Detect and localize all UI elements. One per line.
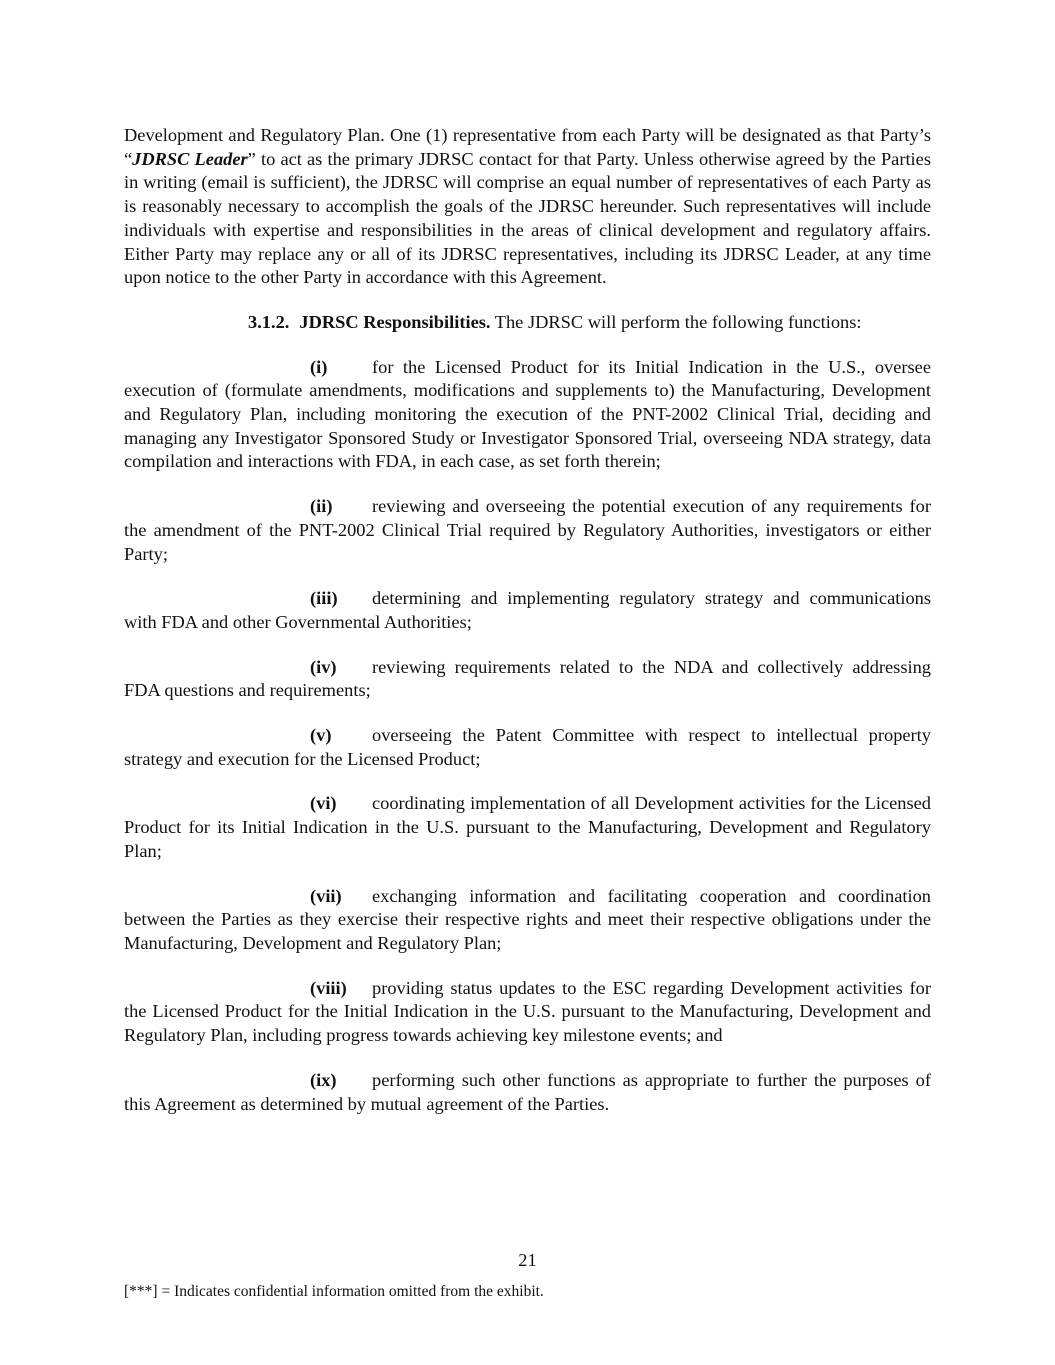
list-item-text: for the Licensed Product for its Initial Indication in the U.S., oversee execution of (formulate amendments, modifications and supplements to) the Manufacturing, Development and Regulatory Plan, including monitoring the execution of the PNT-2002 Clinical Trial, deciding and managing any Investigator Sponsored Study or Investigator Sponsored Trial, overseeing NDA strategy, data compilation and interactions with FDA, in each case, as set forth therein;	[124, 356, 931, 472]
list-item-text: providing status updates to the ESC regarding Development activities for the Licensed Product for the Initial Indication in the U.S. pursuant to the Manufacturing, Development and Regulatory Plan, including progress towards achieving key milestone events; and	[124, 977, 931, 1046]
page-number: 21	[518, 1250, 537, 1270]
section-text: The JDRSC will perform the following functions:	[490, 311, 862, 332]
list-item	[124, 724, 931, 771]
list-item-number: (v)	[310, 725, 332, 746]
list-item-number: (vii)	[310, 885, 342, 906]
intro-text-1: Development and Regulatory Plan. One (1) representative from each Party will be designated as that Party’s “	[124, 125, 931, 169]
document-body	[124, 124, 931, 1116]
list-item	[124, 587, 931, 634]
intro-paragraph	[124, 124, 931, 290]
list-item	[124, 977, 931, 1048]
list-item-text: overseeing the Patent Committee with respect to intellectual property strategy and execution for the Licensed Product;	[124, 725, 931, 769]
list-item-number: (vi)	[310, 793, 337, 814]
section-3-1-2-paragraph	[124, 311, 931, 335]
list-item-text: coordinating implementation of all Development activities for the Licensed Product for its Initial Indication in the U.S. pursuant to the Manufacturing, Development and Regulatory Plan;	[124, 793, 931, 861]
list-item	[124, 656, 931, 703]
list-item-text: performing such other functions as appropriate to further the purposes of this Agreement as determined by mutual agreement of the Parties.	[124, 1069, 931, 1114]
confidentiality-footnote: [***] = Indicates confidential information omitted from the exhibit.	[124, 1283, 544, 1300]
list-item-number: (i)	[310, 356, 328, 377]
list-item	[124, 495, 931, 566]
list-item	[124, 885, 931, 956]
defined-term-jdrsc-leader: JDRSC Leader	[132, 148, 248, 169]
list-item-number: (ix)	[310, 1069, 337, 1090]
section-title: JDRSC Responsibilities.	[299, 311, 491, 332]
list-item-number: (iii)	[310, 588, 338, 609]
list-item	[124, 356, 931, 475]
list-item	[124, 792, 931, 863]
list-item-number: (iv)	[310, 656, 337, 677]
list-item-text: determining and implementing regulatory strategy and communications with FDA and other Governmental Authorities;	[124, 588, 931, 632]
list-item-number: (viii)	[310, 977, 347, 998]
list-item-text: exchanging information and facilitating cooperation and coordination between the Parties as they exercise their respective rights and meet their respective obligations under the Manufacturing, Development and Regulatory Plan;	[124, 885, 931, 953]
list-item-number: (ii)	[310, 496, 333, 517]
list-item-text: reviewing requirements related to the NDA and collectively addressing FDA questions and requirements;	[124, 656, 931, 701]
list-item	[124, 1069, 931, 1116]
list-item-text: reviewing and overseeing the potential execution of any requirements for the amendment of the PNT-2002 Clinical Trial required by Regulatory Authorities, investigators or either Party;	[124, 496, 931, 564]
section-number: 3.1.2.	[248, 311, 290, 332]
intro-text-2: ” to act as the primary JDRSC contact for that Party. Unless otherwise agreed by the Parties in writing (email is sufficient), the JDRSC will comprise an equal number of representatives of each Party as is reasonably necessary to accomplish the goals of the JDRSC hereunder. Such representatives will include individuals with expertise and responsibilities in the areas of clinical development and regulatory affairs. Either Party may replace any or all of its JDRSC representatives, including its JDRSC Leader, at any time upon notice to the other Party in accordance with this Agreement.	[124, 148, 931, 288]
